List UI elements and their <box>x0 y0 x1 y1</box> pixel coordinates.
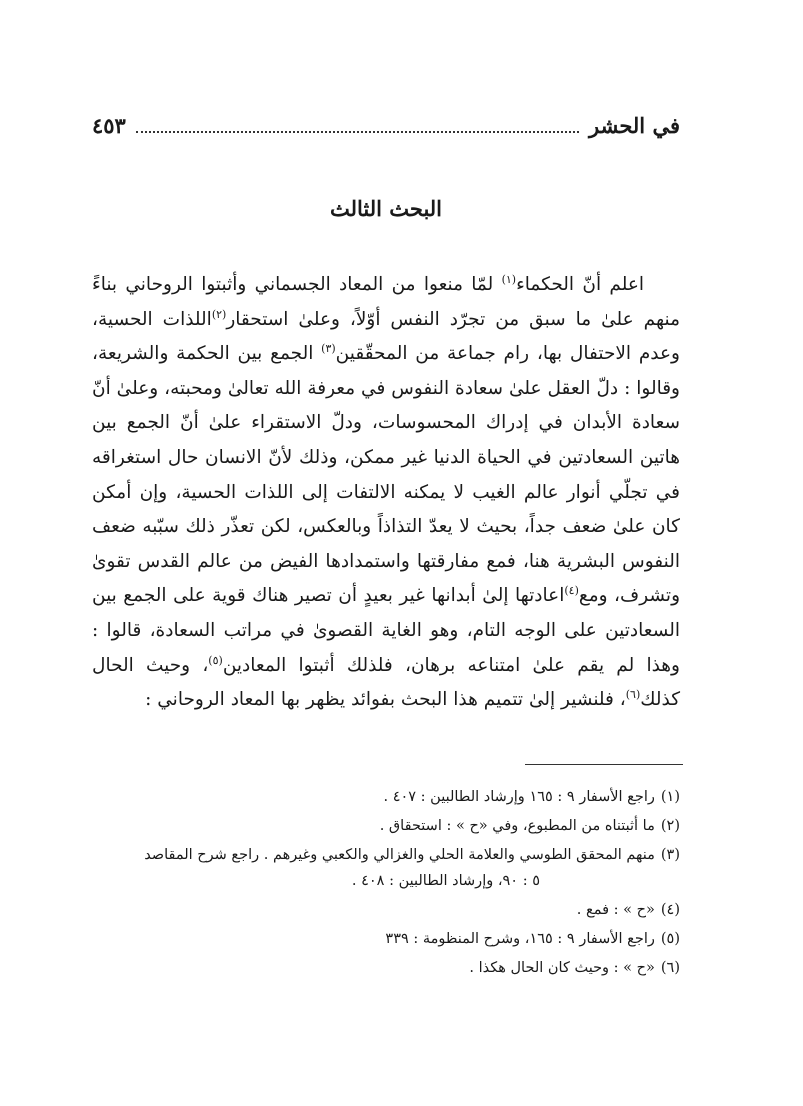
footnote-2 <box>100 813 680 839</box>
chapter-title: في الحشر <box>589 112 680 138</box>
footnote-1 <box>100 784 680 810</box>
footnote-text: منهم المحقق الطوسي والعلامة الحلي والغزالي والكعبي وغيرهم . راجع شرح المقاصد <box>144 847 655 863</box>
footnote-ref-2[interactable]: (٢) <box>211 307 227 321</box>
page-number: ٤٥٣ <box>92 112 126 138</box>
footnote-number: (٣) <box>660 847 680 863</box>
footnote-4 <box>100 897 680 923</box>
footnote-text: «ح » : فمع . <box>576 902 655 918</box>
footnote-ref-3[interactable]: (٣) <box>321 342 336 356</box>
footnote-text: راجع الأسفار ٩ : ١٦٥ وإرشاد الطالبين : ٤٠٧ . <box>383 789 655 805</box>
text-run: لمّا منعوا من المعاد الجسماني وأثبتوا الروحاني بناءً منهم علىٰ ما سبق من تجرّد النفس أوّلاً، وعلىٰ استحقار <box>92 274 680 330</box>
section-heading: البحث الثالث <box>329 196 443 221</box>
footnote-5 <box>100 926 680 952</box>
text-run: ، وحيث الحال كذلك <box>92 654 680 711</box>
dot-leader <box>136 117 579 133</box>
footnote-ref-4[interactable]: (٤) <box>564 584 579 598</box>
footnote-6 <box>100 955 680 981</box>
footnote-text: «ح » : وحيث كان الحال هكذا . <box>469 960 655 976</box>
footnote-text: ما أثبتناه من المطبوع، وفي «ح » : استحقاق . <box>379 818 655 834</box>
text-run: الجمع بين الحكمة والشريعة، وقالوا : دلّ العقل علىٰ سعادة النفوس في معرفة الله تعالىٰ ومحبته، وعلىٰ أنّ سعادة الأبدان في إدراك المحسوسات، ودلّ الاستقراء علىٰ أنّ الجمع بين هاتين السعادتين في الحياة الدنيا غير ممكن، وذلك لأنّ الانسان حال استغراقه في تجلّي أنوار عالم الغيب لا يمكنه الالتفات إلى اللذات الحسية، وإن أمكن كان علىٰ ضعف جداً، بحيث لا يعدّ التذاذاً وبالعكس، لكن تعذّر ذلك سبّبه ضعف النفوس البشرية هنا، فمع مفارقتها واستمدادها الفيض من عالم القدس تقوىٰ وتشرف، ومع <box>92 343 681 607</box>
text-run: اعلم أنّ الحكماء <box>516 274 644 295</box>
main-text <box>92 268 680 718</box>
running-header <box>92 108 680 142</box>
footnote-ref-6[interactable]: (٦) <box>625 687 641 701</box>
footnote-separator <box>525 764 683 765</box>
footnote-text: راجع الأسفار ٩ : ١٦٥، وشرح المنظومة : ٣٣٩ <box>385 931 655 947</box>
footnote-3 <box>100 842 680 894</box>
footnotes-list <box>100 784 680 984</box>
footnote-number: (٥) <box>660 931 680 947</box>
footnote-ref-1[interactable]: (١) <box>501 272 517 286</box>
text-run: اللذات الحسية، وعدم الاحتفال بها، رام جماعة من المحقّقين <box>92 308 680 365</box>
paragraph <box>92 268 680 718</box>
text-run: ، فلنشير إلىٰ تتميم هذا البحث بفوائد يظهر بها المعاد الروحاني : <box>145 689 626 711</box>
footnote-number: (٤) <box>660 902 680 918</box>
footnote-number: (٦) <box>660 960 680 976</box>
footnote-number: (٢) <box>660 818 680 834</box>
text-run: اعادتها إلىٰ أبدانها غير بعيدٍ أن تصير هناك قوية على الجمع بين السعادتين على الوجه التام، وهو الغاية القصوىٰ في مراتب السعادة، قالوا : وهذا لم يقم علىٰ امتناعه برهان، فلذلك أثبتوا المعادين <box>92 585 680 676</box>
footnote-text-continued: ٥ : ٩٠، وإرشاد الطالبين : ٤٠٨ . <box>351 873 540 889</box>
footnote-number: (١) <box>660 789 680 805</box>
footnote-ref-5[interactable]: (٥) <box>208 653 223 667</box>
